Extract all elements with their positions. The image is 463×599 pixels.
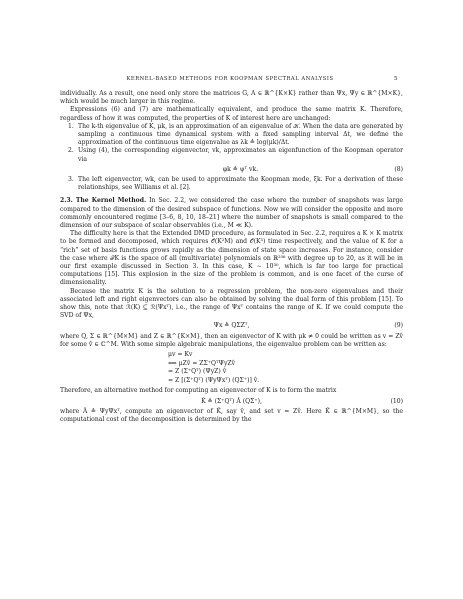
list-text: The left eigenvector, wk, can be used to approximate the Koopman mode, ξk. For a derivation of these relationships, see Williams et al. [2]. <box>78 176 403 192</box>
running-header: KERNEL-BASED METHODS FOR KOOPMAN SPECTRAL ANALYSIS <box>126 76 334 82</box>
equation-number: (9) <box>394 322 403 330</box>
equation-line: μv = Kv <box>168 351 193 359</box>
equation-10 <box>60 398 403 406</box>
section-title: 2.3. The Kernel Method. <box>60 197 147 205</box>
section-text: In Sec. 2.2, we considered the case where the number of snapshots was large compared to the dimension of the desired subspace of functions. Now we will consider the opposite and more commonly encountered regime [3–6, 8, 10, 18–21] where the number of snapshots is small compared to the dimension of our subspace of scalar observables (i.e., M ≪ K). <box>60 197 403 230</box>
aligned-equations <box>168 351 403 385</box>
list-number: 1. <box>68 122 74 130</box>
main-text <box>60 90 403 424</box>
paragraph: individually. As a result, one need only store the matrices G, A ∈ ℝ^{K×K} rather than Ψx, Ψy ∈ ℝ^{M×K}, which would be much larger in this regime. <box>60 90 403 106</box>
section-paragraph <box>60 197 403 230</box>
list-item <box>60 123 403 148</box>
list-number: 3. <box>68 176 74 184</box>
equation-line: ⟺ μZv̂ = ZΣ⁺QᵀΨyZv̂ <box>168 359 236 367</box>
equation-body: Ψx ≜ QΣZᵀ, <box>213 322 250 330</box>
equation-number: (10) <box>390 397 403 405</box>
paragraph: Because the matrix K is the solution to a regression problem, the non-zero eigenvalues and their associated left and right eigenvectors can also be obtained by solving the dual form of this problem [15]. To show this, note that ℛ(K) ⊆ ℛ(Ψxᵀ), i.e., the range of Ψxᵀ contains the range of K. If we could compute the SVD of Ψx, <box>60 287 403 320</box>
equation-9 <box>60 322 403 330</box>
list-item <box>60 147 403 174</box>
property-list <box>60 123 403 193</box>
list-text: The k-th eigenvalue of K, μk, is an approximation of an eigenvalue of 𝒦. When the data are generated by sampling a continuous time dynamical system with a fixed sampling interval Δt, we define the approximation of the continuous time eigenvalue as λk ≜ log(μk)/Δt. <box>78 122 403 147</box>
equation-body: φk ≜ ψᵀ vk. <box>222 165 259 173</box>
paragraph: where Q, Σ ∈ ℝ^{M×M} and Z ∈ ℝ^{K×M}, then an eigenvector of K with μk ≠ 0 could be written as v = Zv̂ for some v̂ ∈ ℂ^M. With some simple algebraic manipulations, the eigenvalue problem can be written as: <box>60 332 403 348</box>
equation-line: = Z (Σ⁺Qᵀ) (ΨyZ) v̂ <box>168 368 227 376</box>
list-item <box>60 176 403 192</box>
list-number: 2. <box>68 147 74 155</box>
equation-8 <box>78 166 403 174</box>
equation-number: (8) <box>394 165 403 173</box>
list-text: Using (4), the corresponding eigenvector, vk, approximates an eigenfunction of the Koopman operator via <box>78 147 403 163</box>
paragraph: The difficulty here is that the Extended DMD procedure, as formulated in Sec. 2.2, requires a K × K matrix to be formed and decomposed, which requires 𝒪(K²M) and 𝒪(K³) time respectively, and the value of K for a “rich” set of basis functions grows rapidly as the dimension of state space increases. For instance, consider the case where ℱK is the space of all (multivariate) polynomials on ℝ²⁵⁶ with degree up to 20, as it will be in our first example discussed in Section 3. In this case, K ∼ 10³⁰, which is far too large for practical computations [15]. This explosion in the size of the problem is common, and is one facet of the curse of dimensionality. <box>60 230 403 287</box>
paragraph: Expressions (6) and (7) are mathematically equivalent, and produce the same matrix K. Therefore, regardless of how it was computed, the properties of K of interest here are unchanged: <box>60 106 403 122</box>
equation-line: = Z [(Σ⁺Qᵀ) (ΨyΨxᵀ) (QΣ⁺)] v̂. <box>168 376 260 384</box>
equation-body: K̂ ≜ (Σ⁺Qᵀ) Â (QΣ⁺), <box>201 397 262 405</box>
paragraph: Therefore, an alternative method for computing an eigenvector of K is to form the matrix <box>60 387 337 395</box>
page-number: 5 <box>394 76 398 82</box>
paragraph: where Â ≜ ΨyΨxᵀ, compute an eigenvector of K̂, say v̂, and set v = Zv̂. Here K̂ ∈ ℝ^{M×M}, so the computational cost of the decomposition is determined by the <box>60 407 403 424</box>
